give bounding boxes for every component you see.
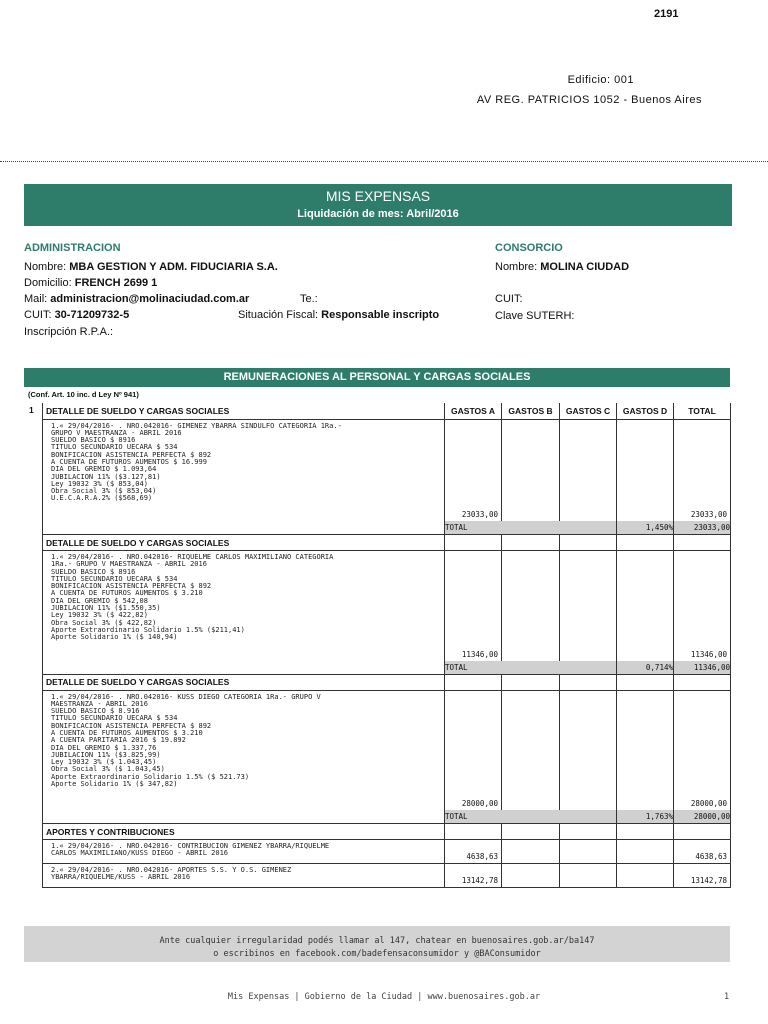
admin-nombre-label: Nombre: (24, 261, 67, 273)
row-total-amount: 28000,00 (690, 799, 727, 808)
salary-detail-text: 1.« 29/04/2016- . NRO.042016- RIQUELME CARLOS MAXIMILIANO CATEGORIA 1Ra.- GRUPO V MAESTRANZA - ABRIL 2016 SUELDO BASICO $ 8916 TITULO SECUNDARIO UECARA $ 534 BONIFICACION ASISTENCIA PERFECTA $ 892 A CUENTA DE FUTUROS AUMENTOS $ 3.210 DIA DEL GREMIO $ 542,08 JUBILACION 11% ($1.550,35) Ley 19032 3% ($ 422,82) Obra Social 3% ($ 422,82) Aporte Extraordinario Solidario 1.5% ($211,41) Aporte Solidario 1% ($ 140,94) (51, 553, 334, 642)
mis-expensas-banner (24, 184, 732, 226)
row-total-amount: 23033,00 (690, 510, 727, 519)
section-index: 1 (29, 405, 34, 415)
remuneraciones-section-header: REMUNERACIONES AL PERSONAL Y CARGAS SOCIALES (24, 368, 730, 387)
subtotal-row (43, 661, 731, 675)
salary-detail-row (43, 419, 731, 521)
gastos-a-amount: 28000,00 (461, 799, 498, 808)
column-header-detalle-label: DETALLE DE SUELDO Y CARGAS SOCIALES (46, 405, 230, 416)
subtotal-percentage: 1,450% (617, 521, 674, 535)
table-section-header-row (43, 535, 731, 551)
admin-mail-value: administracion@molinaciudad.com.ar (50, 293, 250, 305)
admin-nombre-value: MBA GESTION Y ADM. FIDUCIARIA S.A. (69, 261, 278, 273)
subtotal-label: TOTAL (445, 661, 617, 675)
gastos-a-amount: 11346,00 (461, 649, 498, 659)
banner-title: MIS EXPENSAS (325, 188, 431, 204)
admin-nombre (24, 261, 278, 273)
aportes-row (43, 864, 731, 888)
admin-rpa-label: Inscripción R.P.A.: (24, 326, 114, 338)
subtotal-amount: 11346,00 (674, 661, 731, 675)
consorcio-cuit-label: CUIT: (495, 293, 523, 305)
banner-subtitle: Liquidación de mes: Abril/2016 (297, 208, 459, 220)
admin-domicilio (24, 277, 157, 289)
subtotal-row (43, 521, 731, 535)
consumer-defense-notice (24, 926, 730, 962)
aportes-row (43, 840, 731, 864)
admin-mail-label: Mail: (24, 293, 48, 305)
consorcio-nombre (495, 261, 629, 273)
column-header-detalle (29, 403, 445, 419)
subtotal-label: TOTAL (445, 521, 617, 535)
admin-domicilio-label: Domicilio: (24, 277, 72, 289)
consorcio-nombre-value: MOLINA CIUDAD (540, 261, 630, 273)
admin-situacion-label: Situación Fiscal: (238, 309, 319, 321)
notice-line-1: Ante cualquier irregularidad podés llamar al 147, chatear en buenosaires.gob.ar/ba147 (159, 936, 595, 946)
remuneraciones-table-wrapper (29, 403, 731, 888)
aportes-text: 2.« 29/04/2016- . NRO.042016- APORTES S.S. Y O.S. GIMENEZ YBARRA/RIQUELME/KUSS - ABRIL 2016 (51, 866, 292, 882)
gastos-a-amount: 23033,00 (461, 510, 498, 519)
salary-detail-text: 1.« 29/04/2016- . NRO.042016- KUSS DIEGO CATEGORIA 1Ra.- GRUPO V MAESTRANZA - ABRIL 2016 SUELDO BASICO $ 8.916 TITULO SECUNDARIO UECARA $ 534 BONIFICACION ASISTENCIA PERFECTA $ 892 A CUENTA DE FUTUROS AUMENTOS $ 3.210 A CUENTA PARITARIA 2016 $ 19.892 DIA DEL GREMIO $ 1.337,76 JUBILACION 11% ($3.825,99) Ley 19032 3% ($ 1.043,45) Obra Social 3% ($ 1.043,45) Aporte Extraordinario Solidario 1.5% ($ 521.73) Aporte Solidario 1% ($ 347,82) (51, 692, 321, 789)
column-header-gastos-a: GASTOS A (445, 403, 502, 419)
column-header-total: TOTAL (674, 403, 731, 419)
notice-line-2: o escribinos en facebook.com/badefensaconsumidor y @BAConsumidor (213, 949, 541, 959)
admin-cuit-value: 30-71209732-5 (54, 309, 130, 321)
subtotal-amount: 28000,00 (674, 810, 731, 824)
remuneraciones-table (29, 403, 731, 888)
table-section-header-row (43, 824, 731, 840)
page-number: 1 (724, 992, 730, 1002)
row-total-amount: 13142,78 (690, 876, 727, 885)
building-address: AV REG. PATRICIOS 1052 - Buenos Aires (476, 94, 702, 106)
edificio-label: Edificio: 001 (567, 74, 634, 86)
subtotal-label: TOTAL (445, 810, 617, 824)
salary-detail-row (43, 690, 731, 810)
gastos-a-amount: 4638,63 (466, 852, 498, 861)
legal-reference-note: (Conf. Art. 10 inc. d Ley Nº 941) (28, 390, 139, 399)
admin-situacion-fiscal (238, 309, 439, 321)
consorcio-nombre-label: Nombre: (495, 261, 538, 273)
table-column-header-row (43, 403, 731, 419)
subtotal-percentage: 1,763% (617, 810, 674, 824)
consorcio-clave-suterh-label: Clave SUTERH: (495, 310, 575, 322)
salary-detail-row (43, 551, 731, 661)
cut-line-divider (0, 161, 768, 162)
admin-cuit-label: CUIT: (24, 309, 52, 321)
row-total-amount: 4638,63 (695, 852, 727, 861)
table-section-header-row (43, 674, 731, 690)
admin-mail (24, 293, 249, 305)
salary-detail-text: 1.« 29/04/2016- . NRO.042016- GIMENEZ YBARRA SINDULFO CATEGORIA 1Ra.- GRUPO V MAESTRANZA - ABRIL 2016 SUELDO BASICO $ 8916 TITULO SECUNDARIO UECARA $ 534 BONIFICACION ASISTENCIA PERFECTA $ 892 A CUENTA DE FUTUROS AUMENTOS $ 16.999 DIA DEL GREMIO $ 1.093,64 JUBILACION 11% ($3.127,81) Ley 19032 3% ($ 853,04) Obra Social 3% ($ 853,04) U.E.C.A.R.A.2% ($568,69) (51, 421, 342, 503)
column-header-gastos-d: GASTOS D (617, 403, 674, 419)
admin-situacion-value: Responsable inscripto (321, 309, 440, 321)
column-header-gastos-b: GASTOS B (502, 403, 560, 419)
admin-cuit (24, 309, 129, 321)
section-header-detalle: DETALLE DE SUELDO Y CARGAS SOCIALES (43, 674, 445, 690)
admin-tel-label: Te.: (300, 293, 318, 305)
administracion-heading: ADMINISTRACION (24, 242, 121, 254)
aportes-text: 1.« 29/04/2016- . NRO.042016- CONTRIBUCION GIMENEZ YBARRA/RIQUELME CARLOS MAXIMILIANO/KUSS DIEGO - ABRIL 2016 (51, 842, 330, 858)
consorcio-heading: CONSORCIO (495, 242, 563, 254)
row-total-amount: 11346,00 (690, 649, 727, 659)
admin-domicilio-value: FRENCH 2699 1 (74, 277, 158, 289)
gastos-a-amount: 13142,78 (461, 876, 498, 885)
section-header-aportes: APORTES Y CONTRIBUCIONES (43, 824, 445, 840)
subtotal-amount: 23033,00 (674, 521, 731, 535)
document-number: 2191 (654, 8, 679, 20)
section-header-detalle: DETALLE DE SUELDO Y CARGAS SOCIALES (43, 535, 445, 551)
subtotal-row (43, 810, 731, 824)
page-footer: Mis Expensas | Gobierno de la Ciudad | www.buenosaires.gob.ar (227, 992, 541, 1002)
column-header-gastos-c: GASTOS C (560, 403, 617, 419)
subtotal-percentage: 0,714% (617, 661, 674, 675)
